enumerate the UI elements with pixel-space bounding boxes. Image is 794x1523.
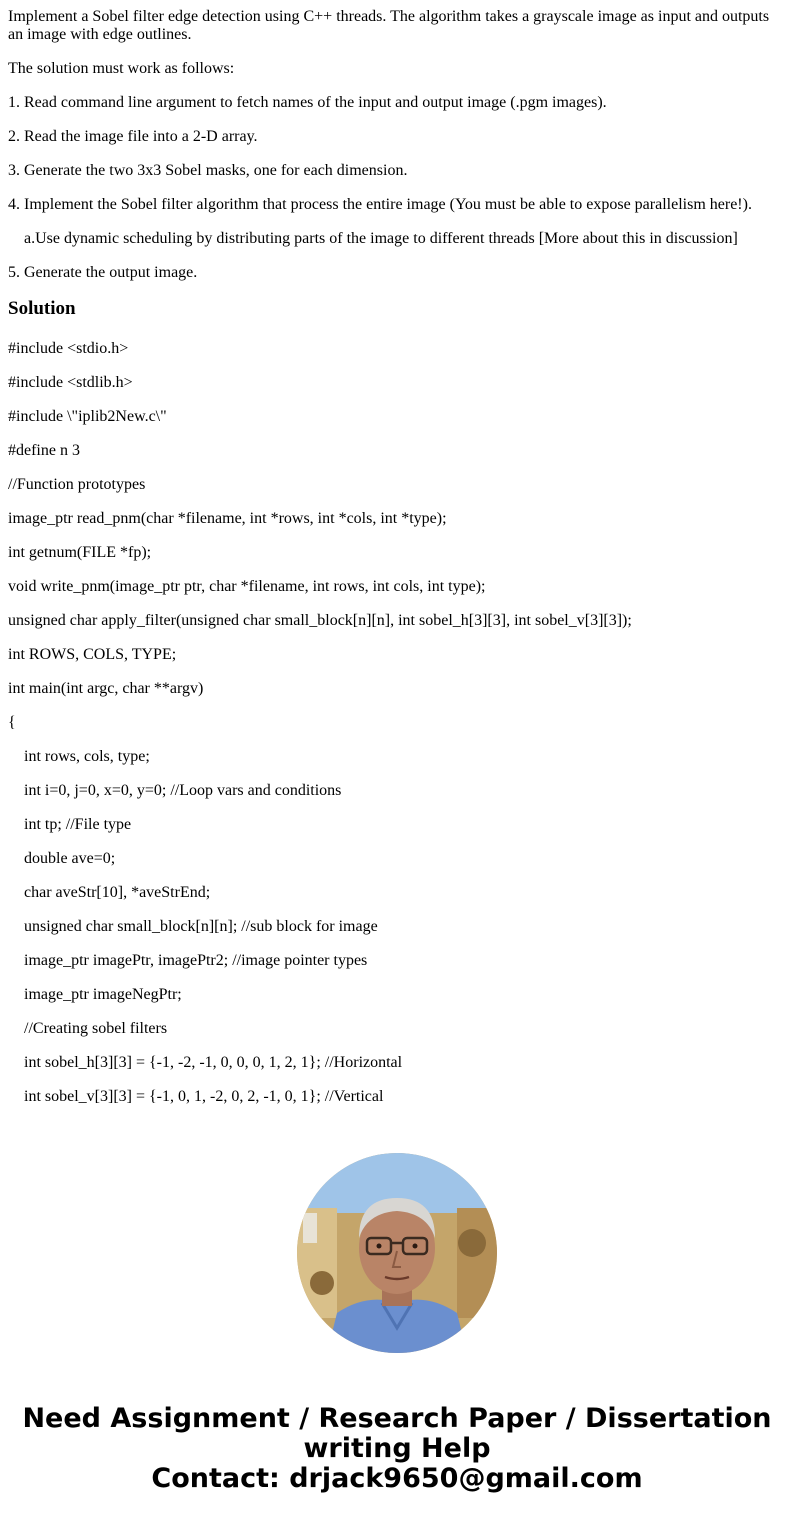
promo-line-1: Need Assignment / Research Paper / Dissertation [22,1403,772,1434]
code-line: int rows, cols, type; [24,748,150,765]
code-line: int main(int argc, char **argv) [8,680,204,697]
code-line: int tp; //File type [24,816,132,833]
code-line: #include <stdio.h> [8,340,129,357]
code-line: char aveStr[10], *aveStrEnd; [24,884,211,901]
step-5: 5. Generate the output image. [8,264,198,281]
code-line: int i=0, j=0, x=0, y=0; //Loop vars and conditions [24,782,342,799]
code-line: { [8,714,16,731]
code-line: image_ptr imageNegPtr; [24,986,182,1003]
step-4: 4. Implement the Sobel filter algorithm that process the entire image (You must be able to expose parallelism here!). [8,196,752,213]
code-line: double ave=0; [24,850,116,867]
step-3: 3. Generate the two 3x3 Sobel masks, one for each dimension. [8,162,408,179]
solution-heading: Solution [8,298,76,319]
code-line: #include \"iplib2New.c\" [8,408,167,425]
avatar-photo [297,1153,497,1353]
author-avatar [297,1153,497,1353]
promo-line-2: writing Help [303,1433,491,1464]
promo-contact: Contact: drjack9650@gmail.com [151,1463,643,1494]
code-line: image_ptr imagePtr, imagePtr2; //image pointer types [24,952,368,969]
code-line: int getnum(FILE *fp); [8,544,152,561]
code-line: //Creating sobel filters [24,1020,168,1037]
code-line: int ROWS, COLS, TYPE; [8,646,177,663]
code-line: int sobel_v[3][3] = {-1, 0, 1, -2, 0, 2, -1, 0, 1}; //Vertical [24,1088,384,1105]
code-line: int sobel_h[3][3] = {-1, -2, -1, 0, 0, 0, 1, 2, 1}; //Horizontal [24,1054,403,1071]
step-2: 2. Read the image file into a 2-D array. [8,128,258,145]
promo-footer [0,1404,794,1494]
code-line: image_ptr read_pnm(char *filename, int *rows, int *cols, int *type); [8,510,447,527]
code-line: #define n 3 [8,442,80,459]
code-line: unsigned char small_block[n][n]; //sub block for image [24,918,378,935]
code-line: unsigned char apply_filter(unsigned char small_block[n][n], int sobel_h[3][3], int sobel_v[3][3]); [8,612,632,629]
code-line: //Function prototypes [8,476,146,493]
code-line: #include <stdlib.h> [8,374,133,391]
article-body [8,8,786,1122]
code-line: void write_pnm(image_ptr ptr, char *filename, int rows, int cols, int type); [8,578,486,595]
step-1: 1. Read command line argument to fetch names of the input and output image (.pgm images). [8,94,607,111]
question-lead: The solution must work as follows: [8,60,235,77]
step-4a: a.Use dynamic scheduling by distributing parts of the image to different threads [More about this in discussion] [24,230,738,247]
question-intro: Implement a Sobel filter edge detection using C++ threads. The algorithm takes a grayscale image as input and outputs an image with edge outlines. [8,8,770,43]
